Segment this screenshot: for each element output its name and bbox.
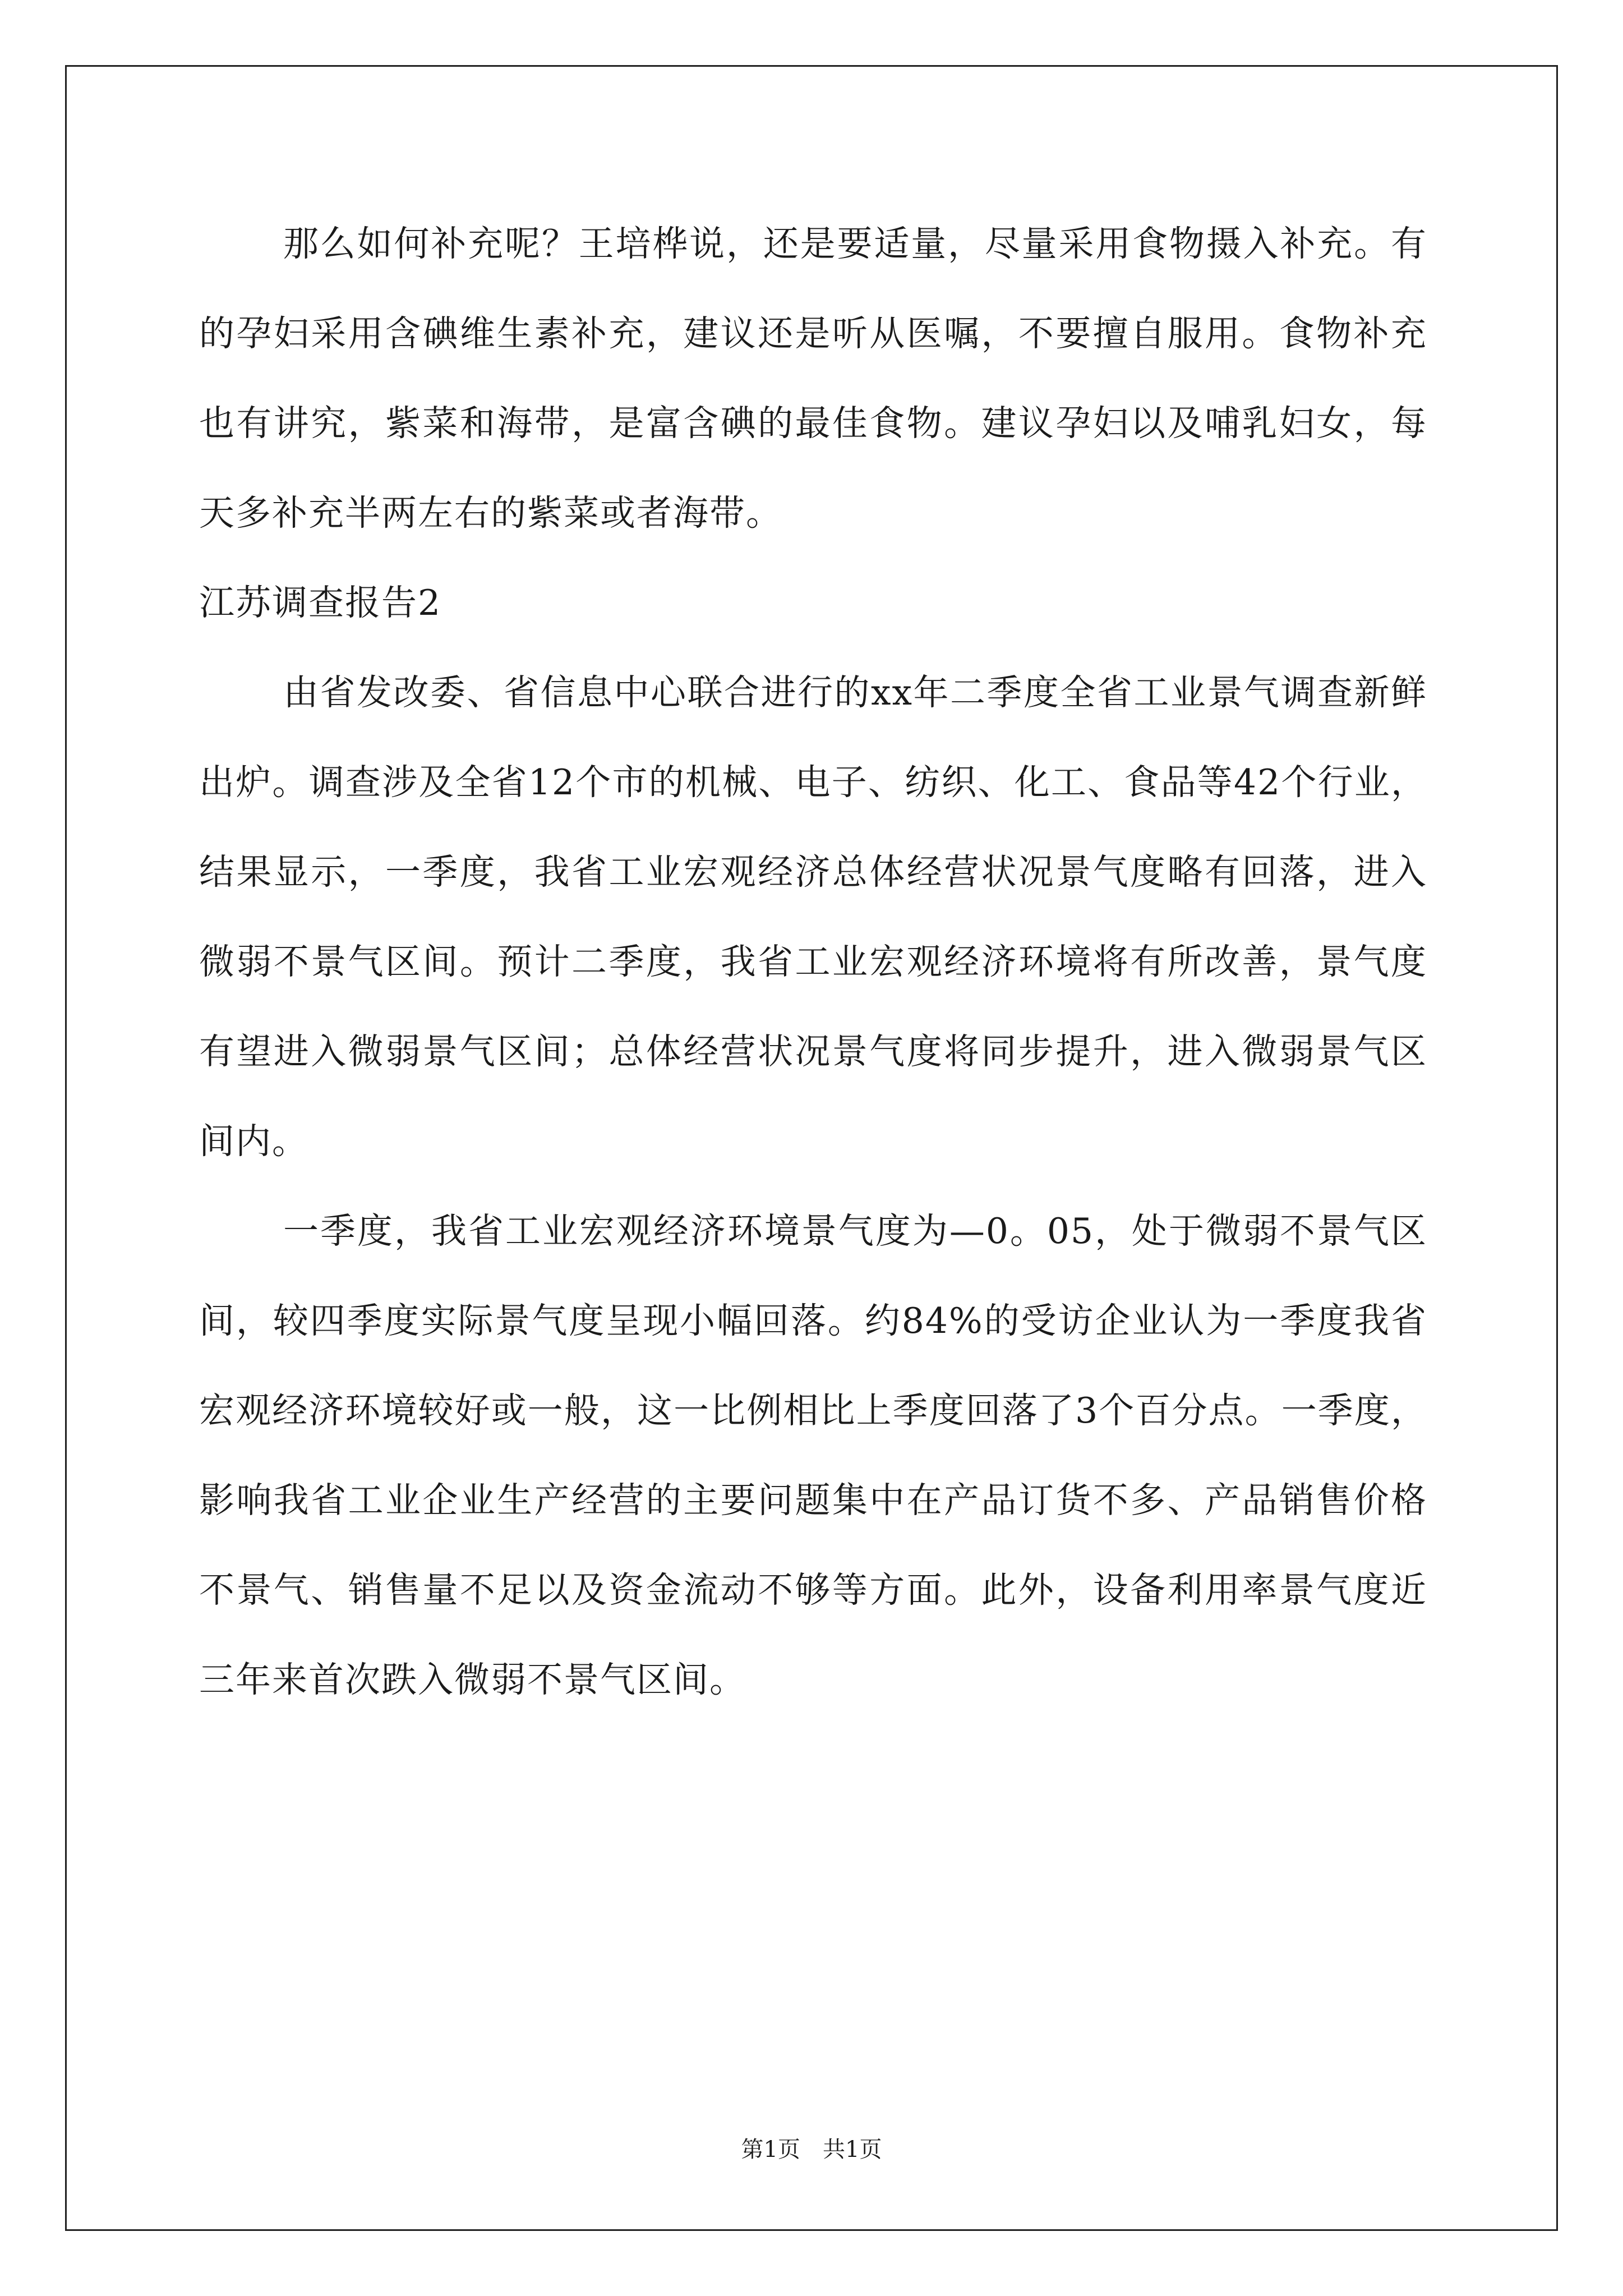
document-body — [199, 199, 1427, 1725]
paragraph-iodine-supplement: 那么如何补充呢？王培桦说，还是要适量，尽量采用食物摄入补充。有的孕妇采用含碘维生素补充，建议还是听从医嘱，不要擅自服用。食物补充也有讲究，紫菜和海带，是富含碘的最佳食物。建议孕妇以及哺乳妇女，每天多补充半两左右的紫菜或者海带。 — [199, 223, 1427, 533]
page-footer: 第1页 共1页 — [741, 2137, 882, 2162]
paragraph-survey-intro: 由省发改委、省信息中心联合进行的xx年二季度全省工业景气调查新鲜出炉。调查涉及全省12个市的机械、电子、纺织、化工、食品等42个行业，结果显示，一季度，我省工业宏观经济总体经营状况景气度略有回落，进入微弱不景气区间。预计二季度，我省工业宏观经济环境将有所改善，景气度有望进入微弱景气区间；总体经营状况景气度将同步提升，进入微弱景气区间内。 — [199, 672, 1427, 1162]
section-heading: 江苏调查报告2 — [199, 582, 442, 623]
paragraph-first-quarter: 一季度，我省工业宏观经济环境景气度为—0。05，处于微弱不景气区间，较四季度实际景气度呈现小幅回落。约84%的受访企业认为一季度我省宏观经济环境较好或一般，这一比例相比上季度回落了3个百分点。一季度，影响我省工业企业生产经营的主要问题集中在产品订货不多、产品销售价格不景气、销售量不足以及资金流动不够等方面。此外，设备利用率景气度近三年来首次跌入微弱不景气区间。 — [199, 1211, 1427, 1700]
